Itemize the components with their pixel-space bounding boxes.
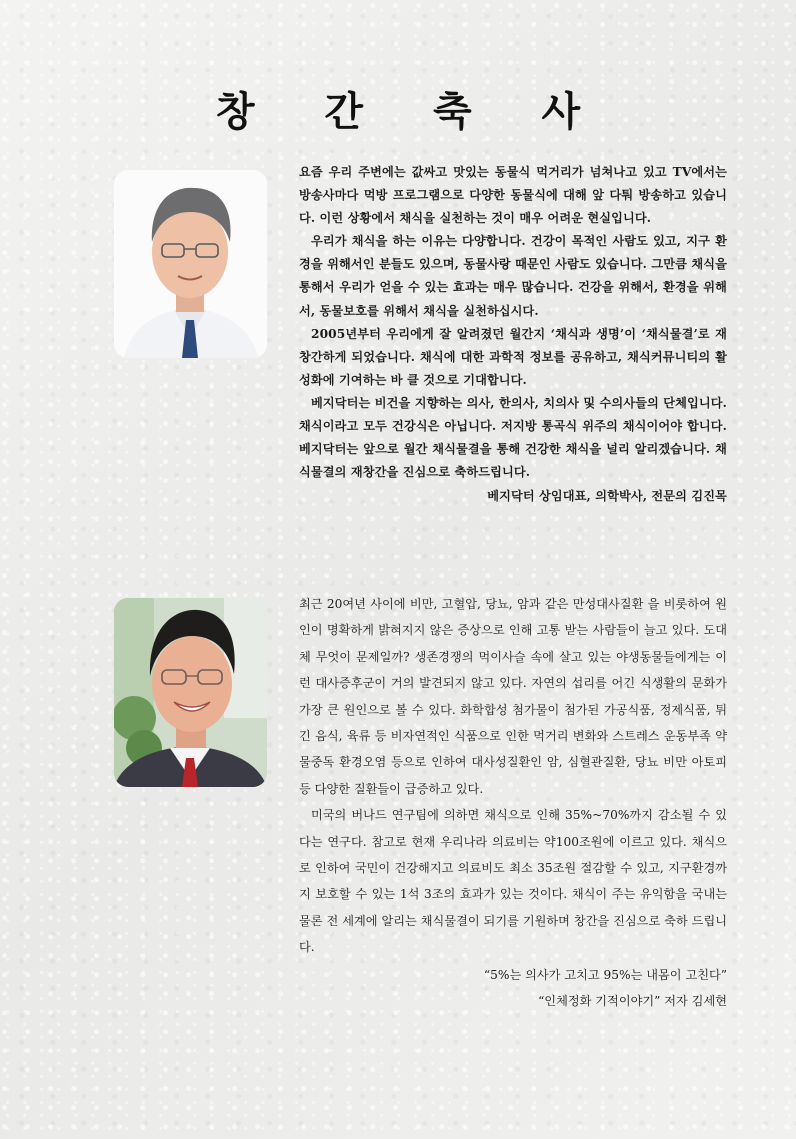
congratulatory-message-2 [299, 591, 727, 1015]
signature: “인체정화 기적이야기” 저자 김세현 [538, 994, 727, 1009]
paragraph: 2005년부터 우리에게 잘 알려졌던 월간지 ‘채식과 생명’이 ‘채식물결’로 재창간하게 되었습니다. 채식에 대한 과학적 정보를 공유하고, 채식커뮤니티의 활성화에 기여하는 바 클 것으로 기대합니다. [299, 326, 727, 387]
paragraph: 미국의 버나드 연구팀에 의하면 채식으로 인해 35%~70%까지 감소될 수 있다는 연구다. 참고로 현재 우리나라 의료비는 약100조원에 이르고 있다. 채식으로 인하여 국민이 건강해지고 의료비도 최소 35조원 절감할 수 있고, 지구환경까지 보호할 수 있는 1석 3조의 효과가 있는 것이다. 채식이 주는 유익함을 국내는 물론 전 세계에 알리는 채식물결이 되기를 기원하며 창간을 진심으로 축하 드립니다. [299, 808, 727, 955]
paragraph: 최근 20여년 사이에 비만, 고혈압, 당뇨, 암과 같은 만성대사질환 을 비롯하여 원인이 명확하게 밝혀지지 않은 증상으로 인해 고통 받는 사람들이 늘고 있다. 도대체 무엇이 문제일까? 생존경쟁의 먹이사슬 속에 살고 있는 야생동물들에게는 이런 대사증후군이 거의 발견되지 않고 있다. 자연의 섭리를 어긴 식생활의 문화가 가장 큰 원인으로 볼 수 있다. 화학합성 첨가물이 첨가된 가공식품, 정제식품, 튀긴 음식, 육류 등 비자연적인 식품으로 인한 먹거리 변화와 스트레스 운동부족 약물중독 환경오염 등으로 인하여 대사성질환인 암, 심혈관질환, 당뇨 비만 아토피 등 다양한 질환들이 급증하고 있다. [299, 597, 727, 796]
paragraph: 베지닥터는 비건을 지향하는 의사, 한의사, 치의사 및 수의사들의 단체입니다. 채식이라고 모두 건강식은 아닙니다. 저지방 통곡식 위주의 채식이어야 합니다. 베지닥터는 앞으로 월간 채식물결을 통해 건강한 채식을 널리 알리겠습니다. 채식물결의 재창간을 진심으로 축하드립니다. [299, 395, 727, 480]
page-title: 창 간 축 사 [215, 88, 609, 135]
signature: 베지닥터 상임대표, 의학박사, 전문의 김진목 [487, 489, 727, 504]
author-portrait-2 [114, 598, 267, 787]
paragraph: 우리가 채식을 하는 이유는 다양합니다. 건강이 목적인 사람도 있고, 지구 환경을 위해서인 분들도 있으며, 동물사랑 때문인 사람도 있습니다. 그만큼 채식을 통해서 우리가 얻을 수 있는 효과는 매우 많습니다. 건강을 위해서, 환경을 위해서, 동물보호를 위해서 채식을 실천하십시다. [299, 234, 727, 318]
author-portrait-1 [114, 170, 267, 358]
paragraph: 요즘 우리 주변에는 값싸고 맛있는 동물식 먹거리가 넘쳐나고 있고 TV에서는 방송사마다 먹방 프로그램으로 다양한 동물식에 대해 앞 다퉈 방송하고 있습니다. 이런 상황에서 채식을 실천하는 것이 매우 어려운 현실입니다. [299, 165, 727, 226]
quote: “5%는 의사가 고치고 95%는 내몸이 고친다” [483, 967, 727, 982]
congratulatory-message-1 [299, 161, 727, 508]
